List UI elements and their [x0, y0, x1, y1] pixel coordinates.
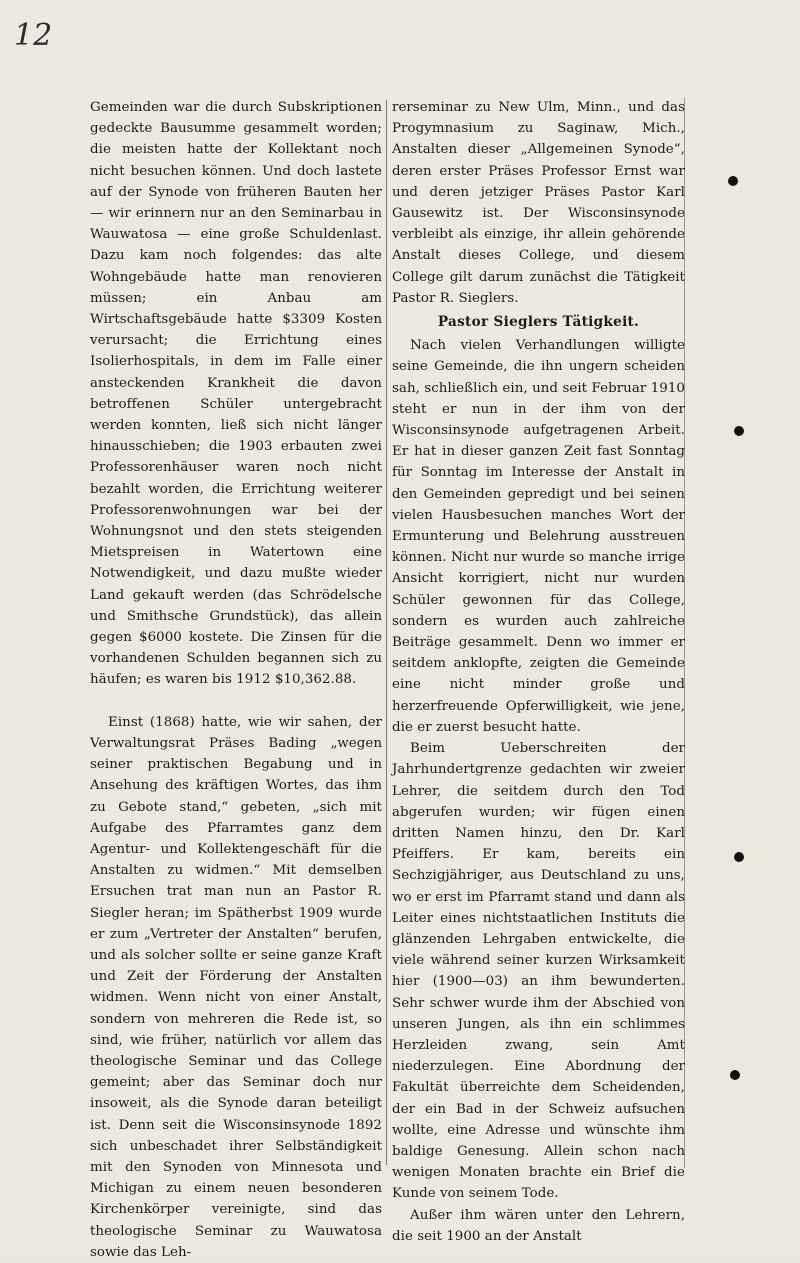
right-paragraph-3: Außer ihm wären unter den Lehrern, die seit 1900 an der Anstalt — [392, 1207, 685, 1244]
right-intro-paragraph: rerseminar zu New Ulm, Minn., und das Progymnasium zu Saginaw, Mich., Anstalten dieser „Allgemeinen Synode“, deren erster Präses Professor Ernst war und deren jetziger Präses Pastor Karl Gausewitz ist. Der Wisconsinsynode verbleibt als einzige, ihr allein gehörende Anstalt dieses College, und diesem College gilt darum zunächst die Tätigkeit Pastor R. Sieglers. — [392, 100, 685, 306]
left-column — [90, 97, 382, 1263]
right-paragraph-1: Nach vielen Verhandlungen willigte seine Gemeinde, die ihn ungern scheiden sah, schließlich ein, und seit Februar 1910 steht er nun in der ihm von der Wisconsinsynode aufgetragenen Arbeit. Er hat in dieser ganzen Zeit fast Sonntag für Sonntag im Interesse der Anstalt in den Gemeinden gepredigt und bei seinen vielen Hausbesuchen manches Wort der Ermunterung und Belehrung ausstreuen können. Nicht nur wurde so manche irrige Ansicht korrigiert, nicht nur wurden Schüler gewonnen für das College, sondern es wurden auch zahlreiche Beiträge gesammelt. Denn wo immer er seitdem anklopfte, zeigten die Gemeinde eine nicht minder große und herzerfreuende Opferwilligkeit, wie jene, die er zuerst besucht hatte. — [392, 338, 685, 735]
page-number: 12 — [14, 18, 53, 53]
punch-hole-1 — [728, 176, 738, 186]
section-heading: Pastor Sieglers Tätigkeit. — [437, 314, 640, 331]
right-column — [392, 97, 685, 1247]
punch-hole-3 — [734, 852, 744, 862]
right-paragraph-2: Beim Ueberschreiten der Jahrhundertgrenze gedachten wir zweier Lehrer, die seitdem durch den Tod abgerufen wurden; wir fügen einen dritten Namen hinzu, den Dr. Karl Pfeiffers. Er kam, bereits ein Sechzigjähriger, aus Deutschland zu uns, wo er erst im Pfarramt stand und dann als Leiter eines nichtstaatlichen Instituts die glänzenden Lehrgaben entwickelte, die viele während seiner kurzen Wirksamkeit hier (1900—03) an ihm bewunderten. Sehr schwer wurde ihm der Abschied von unseren Jungen, als ihn ein schlimmes Herzleiden zwang, sein Amt niederzulegen. Eine Abordnung der Fakultät überreichte dem Scheidenden, der ein Bad in der Schweiz aufsuchen wollte, eine Adresse und wünschte ihm baldige Genesung. Allein schon nach wenigen Monaten brachte ein Brief die Kunde von seinem Tode. — [392, 741, 685, 1202]
left-paragraph-1: Gemeinden war die durch Subskriptionen gedeckte Bausumme gesammelt worden; die meisten hatte der Kollektant noch nicht besuchen können. Und doch lastete auf der Synode von früheren Bauten her — wir erinnern nur an den Seminarbau in Wauwatosa — eine große Schuldenlast. Dazu kam noch folgendes: das alte Wohngebäude hatte man renovieren müssen; ein Anbau am Wirtschaftsgebäude hatte $3309 Kosten verursacht; die Errichtung eines Isolierhospitals, in dem im Falle einer ansteckenden Krankheit die davon betroffenen Schüler untergebracht werden konnten, ließ sich nicht länger hinausschieben; die 1903 erbauten zwei Professorenhäuser waren noch nicht bezahlt worden, die Errichtung weiterer Professorenwohnungen war bei der Wohnungsnot und den stets steigenden Mietspreisen in Watertown eine Notwendigkeit, und dazu mußte wieder Land gekauft werden (das Schrödelsche und Smithsche Grundstück), das allein gegen $6000 kostete. Die Zinsen für die vorhandenen Schulden begannen sich zu häufen; es waren bis 1912 $10,362.88. — [90, 100, 382, 688]
punch-hole-4 — [730, 1070, 740, 1080]
column-divider — [386, 100, 387, 1165]
left-paragraph-2: Einst (1868) hatte, wie wir sahen, der Verwaltungsrat Präses Bading „wegen seiner praktischen Begabung und in Ansehung des kräftigen Wortes, das ihm zu Gebote stand,“ gebeten, „sich mit Aufgabe des Pfarramtes ganz dem Agentur- und Kollektengeschäft für die Anstalten zu widmen.“ Mit demselben Ersuchen trat man nun an Pastor R. Siegler heran; im Spätherbst 1909 wurde er zum „Vertreter der Anstalten“ berufen, und als solcher sollte er seine ganze Kraft und Zeit der Förderung der Anstalten widmen. Wenn nicht von einer Anstalt, sondern von mehreren die Rede ist, so sind, wie früher, natürlich vor allem das theologische Seminar und das College gemeint; aber das Seminar doch nur insoweit, als die Synode daran beteiligt ist. Denn seit die Wisconsinsynode 1892 sich unbeschadet ihrer Selbständigkeit mit den Synoden von Minnesota und Michigan zu einem neuen besonderen Kirchenkörper vereinigte, sind das theologische Seminar zu Wauwatosa sowie das Leh- — [90, 714, 382, 1260]
punch-hole-2 — [734, 426, 744, 436]
